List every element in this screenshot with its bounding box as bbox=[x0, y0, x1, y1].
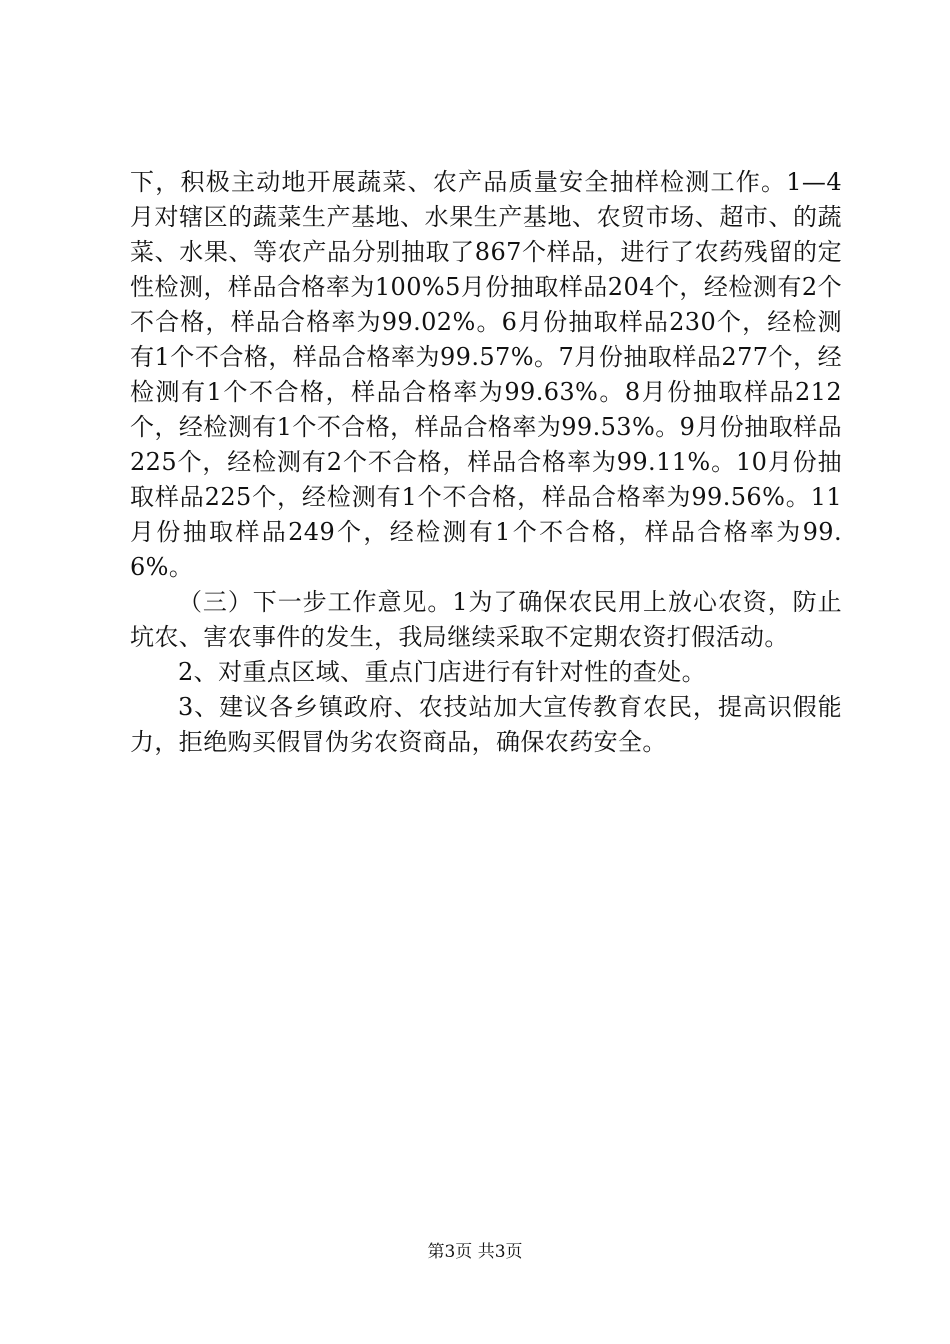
paragraph-item-3: 3、建议各乡镇政府、农技站加大宣传教育农民，提高识假能力，拒绝购买假冒伪劣农资商品，确保农药安全。 bbox=[130, 693, 842, 756]
paragraph-next-steps: （三）下一步工作意见。1为了确保农民用上放心农资，防止坑农、害农事件的发生，我局继续采取不定期农资打假活动。 bbox=[130, 588, 842, 651]
document-body bbox=[130, 165, 842, 760]
page-number-footer: 第3页 共3页 bbox=[427, 1242, 523, 1262]
paragraph-item-2: 2、对重点区域、重点门店进行有针对性的查处。 bbox=[178, 658, 707, 686]
paragraph-testing-results: 下，积极主动地开展蔬菜、农产品质量安全抽样检测工作。1—4月对辖区的蔬菜生产基地、水果生产基地、农贸市场、超市、的蔬菜、水果、等农产品分别抽取了867个样品，进行了农药残留的定性检测，样品合格率为100%5月份抽取样品204个，经检测有2个不合格，样品合格率为99.02%。6月份抽取样品230个，经检测有1个不合格，样品合格率为99.57%。7月份抽取样品277个，经检测有1个不合格，样品合格率为99.63%。8月份抽取样品212个，经检测有1个不合格，样品合格率为99.53%。9月份抽取样品225个，经检测有2个不合格，样品合格率为99.11%。10月份抽取样品225个，经检测有1个不合格，样品合格率为99.56%。11月份抽取样品249个，经检测有1个不合格，样品合格率为99.6%。 bbox=[130, 168, 842, 581]
